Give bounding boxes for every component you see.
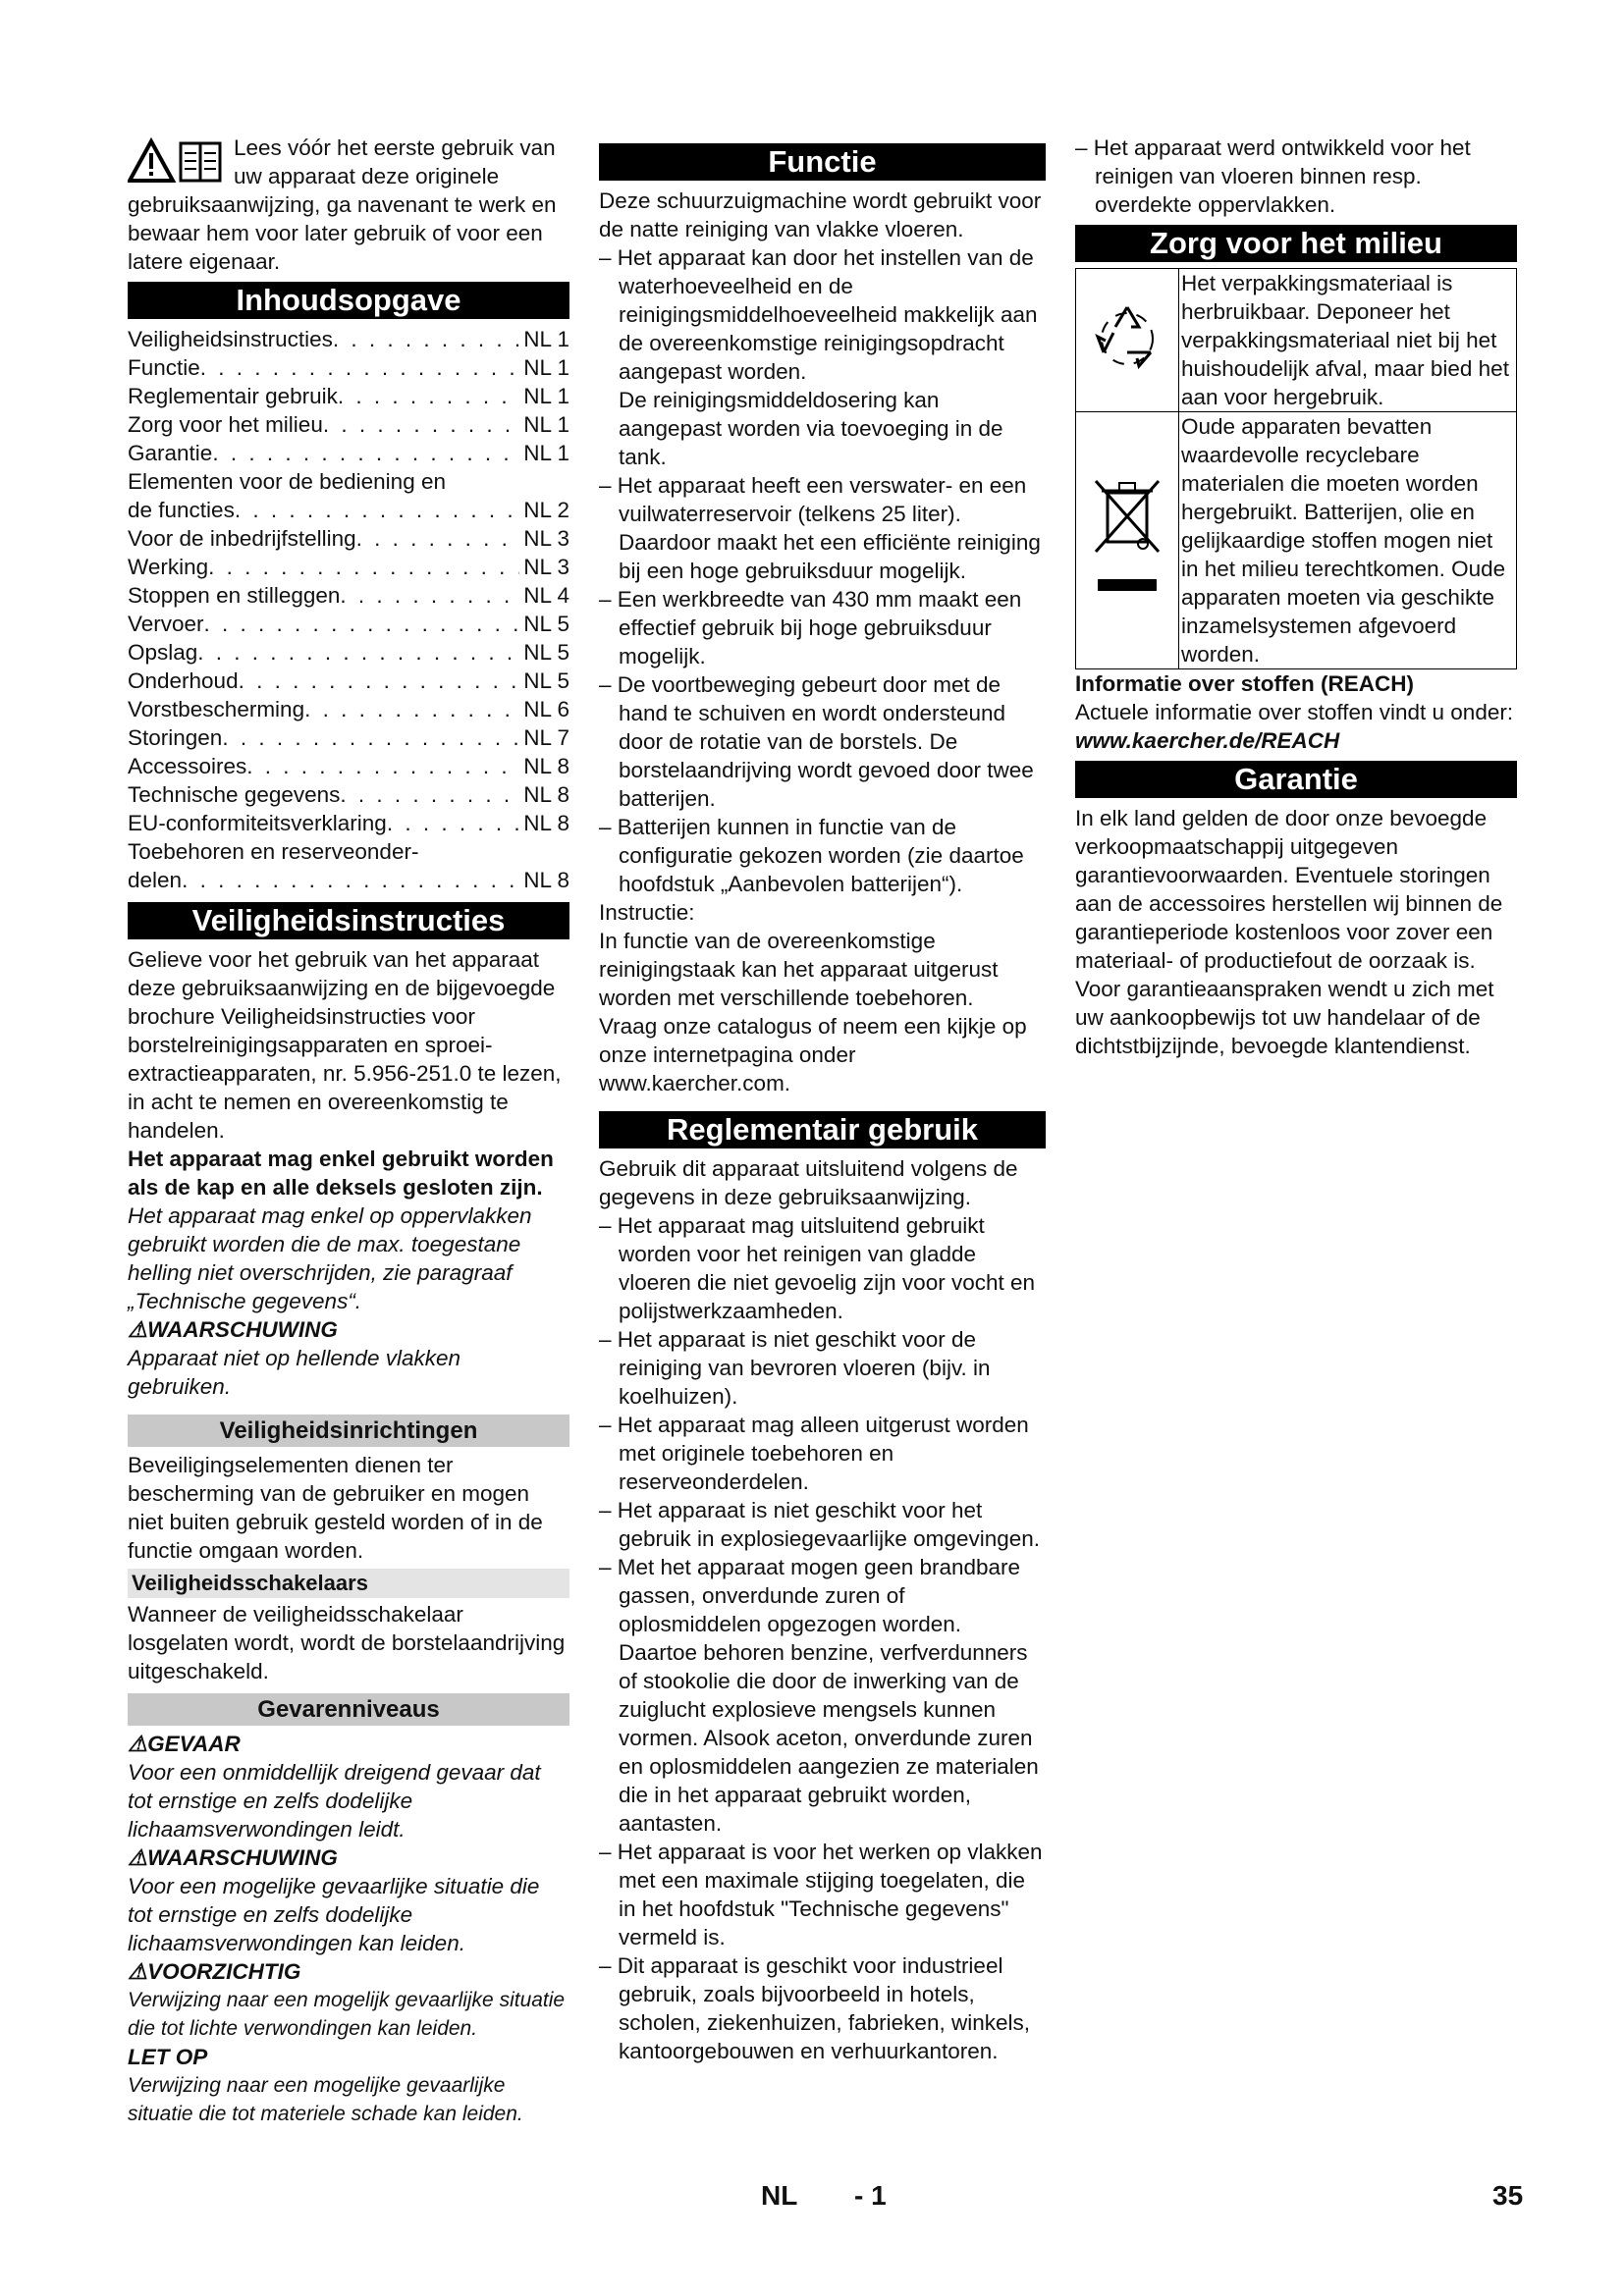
reach-link[interactable]: www.kaercher.de/REACH <box>1075 728 1340 753</box>
toc-item[interactable] <box>128 752 569 780</box>
list-item: – Dit apparaat is geschikt voor industrieel gebruik, zoals bijvoorbeeld in hotels, scholen, ziekenhuizen, fabrieken, winkels, kantoorgebouwen en verhuurkantoren. <box>599 1951 1046 2065</box>
toc-item[interactable] <box>128 496 569 524</box>
column-right <box>1075 133 1517 1060</box>
safety-warning-label: ⚠WAARSCHUWING <box>128 1317 338 1342</box>
toc-leader-dots <box>340 581 519 610</box>
danger-text: Voor een onmiddellijk dreigend gevaar dat tot ernstige en zelfs dodelijke lichaamsverwondingen leidt. <box>128 1760 541 1842</box>
safety-warning-text: Apparaat niet op hellende vlakken gebruiken. <box>128 1346 460 1399</box>
intended-intro: Gebruik dit apparaat uitsluitend volgens de gegevens in deze gebruiksaanwijzing. <box>599 1156 1018 1209</box>
toc-leader-dots <box>387 809 519 837</box>
packaging-text: Het verpakkingsmateriaal is herbruikbaar. Deponeer het verpakkingsmateriaal niet bij het huishoudelijk afval, maar bied het aan voor hergebruik. <box>1179 269 1517 412</box>
old-devices-text: Oude apparaten bevatten waardevolle recyclebare materialen die moeten worden hergebruikt. Batterijen, olie en gelijkaardige stoffen mogen niet in het milieu terechtkomen. Oude apparaten moeten via geschikte inzamelsystemen afgevoerd worden. <box>1179 412 1517 669</box>
intro-text: Lees vóór het eerste gebruik van uw apparaat deze originele gebruiksaanwijzing, ga navenant te werk en bewaar hem voor later gebruik of voor een latere eigenaar. <box>128 135 557 274</box>
intro-block <box>128 133 569 276</box>
toc-item[interactable] <box>128 410 569 439</box>
reach-text: Actuele informatie over stoffen vindt u onder: <box>1075 700 1514 724</box>
list-item: – Het apparaat werd ontwikkeld voor het reinigen van vloeren binnen resp. overdekte oppervlakken. <box>1075 133 1517 219</box>
catalog-text: Vraag onze catalogus of neem een kijkje op onze internetpagina onder www.kaercher.com. <box>599 1014 1027 1095</box>
toc-leader-dots <box>239 667 520 695</box>
toc-item-page: NL 3 <box>523 526 569 551</box>
safety-devices-heading: Veiligheidsinrichtingen <box>128 1415 569 1447</box>
toc-item[interactable] <box>128 382 569 410</box>
toc-leader-dots <box>208 553 519 581</box>
toc-item[interactable] <box>128 325 569 353</box>
warranty-text: In elk land gelden de door onze bevoegde verkoopmaatschappij uitgegeven garantievoorwaarden. Eventuele storingen aan de accessoires herstellen wij binnen de garantieperiode kostenloos voor zover een materiaal- of productiefout de oorzaak is. Voor garantieaanspraken wendt u zich met uw aankoopbewijs tot uw handelaar of de dichtstbijzijnde, bevoegde klantendienst. <box>1075 806 1503 1058</box>
list-item: – Het apparaat mag uitsluitend gebruikt worden voor het reinigen van gladde vloeren die niet gevoelig zijn voor vocht en polijstwerkzaamheden. <box>599 1211 1046 1325</box>
danger-label: ⚠GEVAAR <box>128 1732 241 1756</box>
toc-item[interactable] <box>128 809 569 837</box>
toc-item-label: Stoppen en stilleggen <box>128 583 341 608</box>
toc-item-label: Zorg voor het milieu <box>128 412 323 437</box>
toc-leader-dots <box>235 496 519 524</box>
toc-item[interactable] <box>128 667 569 695</box>
toc-item-label: Functie <box>128 355 200 380</box>
toc-item-label: Accessoires <box>128 754 247 778</box>
toc-item-label: Onderhoud <box>128 668 239 693</box>
toc-item-label: Storingen <box>128 725 223 750</box>
safety-devices-text: Beveiligingselementen dienen ter bescherming van de gebruiker en mogen niet buiten gebruik gesteld worden of in de functie omgaan worden. <box>128 1453 543 1563</box>
warning-icon: ⚠ <box>128 1959 148 1984</box>
environment-heading: Zorg voor het milieu <box>1075 225 1517 262</box>
caution-text: Verwijzing naar een mogelijk gevaarlijke situatie die tot lichte verwondingen kan leiden. <box>128 1989 566 2040</box>
toc-item[interactable] <box>128 610 569 638</box>
toc-item-label: Reglementair gebruik <box>128 384 338 408</box>
toc-item[interactable] <box>128 695 569 723</box>
toc-leader-dots <box>197 638 519 667</box>
note-label: LET OP <box>128 2045 208 2069</box>
safety-intro: Gelieve voor het gebruik van het apparaat deze gebruiksaanwijzing en de bijgevoegde brochure Veiligheidsinstructies voor borstelreinigingsapparaten en sproei-extractieapparaten, nr. 5.956-251.0 te lezen, in acht te nemen en overeenkomstig te handelen. <box>128 947 562 1143</box>
toc-leader-dots <box>204 610 520 638</box>
intended-use-heading: Reglementair gebruik <box>599 1111 1046 1148</box>
warning-icon: ⚠ <box>128 1732 148 1756</box>
warning-icon: ⚠ <box>128 1317 148 1342</box>
toc-item[interactable] <box>128 439 569 467</box>
warranty-heading: Garantie <box>1075 761 1517 798</box>
toc-item-page: NL 7 <box>523 725 569 750</box>
function-intro: Deze schuurzuigmachine wordt gebruikt voor de natte reiniging van vlakke vloeren. <box>599 188 1042 241</box>
toc-item-page: NL 8 <box>523 782 569 807</box>
toc-item[interactable] <box>128 524 569 553</box>
toc-item-page: NL 1 <box>523 441 569 465</box>
warning-label: ⚠WAARSCHUWING <box>128 1845 338 1870</box>
safety-heading: Veiligheidsinstructies <box>128 902 569 939</box>
footer-lang: NL <box>761 2180 798 2211</box>
toc-item-page: NL 5 <box>523 640 569 665</box>
toc-leader-dots <box>356 524 520 553</box>
toc-item[interactable] <box>128 723 569 752</box>
toc-item-page: NL 5 <box>523 612 569 636</box>
toc-leader-dots <box>246 752 519 780</box>
toc-item-label: de functies <box>128 498 235 522</box>
safety-switches-text: Wanneer de veiligheidsschakelaar losgelaten wordt, wordt de borstelaandrijving uitgeschakeld. <box>128 1602 566 1683</box>
toc-item[interactable] <box>128 353 569 382</box>
intended-list-continued <box>1075 133 1517 219</box>
list-item: – Het apparaat is voor het werken op vlakken met een maximale stijging toegelaten, die in het hoofdstuk "Technische gegevens" vermeld is. <box>599 1838 1046 1951</box>
toc-leader-dots <box>182 866 519 894</box>
weee-icon-cell <box>1076 412 1179 669</box>
function-heading: Functie <box>599 143 1046 181</box>
environment-table <box>1075 268 1517 669</box>
recycle-icon-cell <box>1076 269 1179 412</box>
toc-leader-dots <box>222 723 519 752</box>
list-item: – Het apparaat mag alleen uitgerust worden met originele toebehoren en reserveonderdelen. <box>599 1411 1046 1496</box>
hazard-levels-heading: Gevarenniveaus <box>128 1693 569 1726</box>
list-item: – Het apparaat kan door het instellen van de waterhoeveelheid en de reinigingsmiddelhoeveelheid makkelijk aan de overeenkomstige reinigingsopdracht aangepast worden. De reinigingsmiddeldosering kan aangepast worden via toevoeging in de tank. <box>599 243 1046 471</box>
toc-item-page: NL 8 <box>523 811 569 835</box>
list-item: – Het apparaat is niet geschikt voor het gebruik in explosiegevaarlijke omgevingen. <box>599 1496 1046 1553</box>
toc-leader-dots <box>340 780 519 809</box>
toc-item-page: NL 5 <box>523 668 569 693</box>
toc-item-label: Veiligheidsinstructies <box>128 327 333 351</box>
toc-item-page: NL 8 <box>523 868 569 892</box>
warning-book-icon <box>128 137 226 187</box>
toc-item-page: NL 3 <box>523 555 569 579</box>
toc-item[interactable] <box>128 780 569 809</box>
intended-list <box>599 1211 1046 2065</box>
toc-item-label: Voor de inbedrijfstelling <box>128 526 356 551</box>
toc-item-page: NL 1 <box>523 412 569 437</box>
toc-item-page: NL 8 <box>523 754 569 778</box>
toc-item-page: NL 1 <box>523 355 569 380</box>
warning-text: Voor een mogelijke gevaarlijke situatie die tot ernstige en zelfs dodelijke lichaamsverwondingen kan leiden. <box>128 1874 540 1955</box>
toc-item-page: NL 6 <box>523 697 569 721</box>
footer-section-page: - 1 <box>854 2180 887 2211</box>
warning-icon: ⚠ <box>128 1845 148 1870</box>
toc-leader-dots <box>304 695 519 723</box>
note-text: Verwijzing naar een mogelijke gevaarlijke situatie die tot materiele schade kan leiden. <box>128 2074 523 2125</box>
list-item: – Een werkbreedte van 430 mm maakt een effectief gebruik bij hoge gebruiksduur mogelijk. <box>599 585 1046 670</box>
toc-item-label: delen <box>128 868 183 892</box>
caution-label: ⚠VOORZICHTIG <box>128 1959 301 1984</box>
toc-item-label: Vervoer <box>128 612 204 636</box>
toc-item-label: Werking <box>128 555 209 579</box>
toc-item-label: EU-conformiteitsverklaring <box>128 811 387 835</box>
toc-item-label: Opslag <box>128 640 198 665</box>
reach-title: Informatie over stoffen (REACH) <box>1075 671 1415 696</box>
toc-item[interactable] <box>128 581 569 610</box>
instruction-label: Instructie: <box>599 900 695 925</box>
list-item: – De voortbeweging gebeurt door met de hand te schuiven en wordt ondersteund door de rotatie van de borstels. De borstelaandrijving wordt gevoed door twee batterijen. <box>599 670 1046 813</box>
toc-item[interactable] <box>128 638 569 667</box>
toc-item[interactable] <box>128 866 569 894</box>
toc-item-label: Vorstbescherming <box>128 697 305 721</box>
footer-page-number: 35 <box>1492 2180 1524 2211</box>
list-item: – Het apparaat is niet geschikt voor de reiniging van bevroren vloeren (bijv. in koelhuizen). <box>599 1325 1046 1411</box>
safety-switches-heading: Veiligheidsschakelaars <box>128 1569 569 1598</box>
toc-item-page: NL 2 <box>523 498 569 522</box>
safety-italic-note: Het apparaat mag enkel op oppervlakken gebruikt worden die de max. toegestane helling niet overschrijden, zie paragraaf „Technische gegevens“. <box>128 1203 532 1313</box>
toc-item-page: NL 1 <box>523 327 569 351</box>
toc-heading: Inhoudsopgave <box>128 282 569 319</box>
recycle-icon <box>1088 297 1166 376</box>
toc-item-label: Technische gegevens <box>128 782 341 807</box>
toc-item-page: NL 1 <box>523 384 569 408</box>
safety-bold-note: Het apparaat mag enkel gebruikt worden als de kap en alle deksels gesloten zijn. <box>128 1147 554 1200</box>
toc-item-page: NL 4 <box>523 583 569 608</box>
toc-leader-dots <box>333 325 519 353</box>
instruction-text: In functie van de overeenkomstige reinigingstaak kan het apparaat uitgerust worden met verschillende toebehoren. <box>599 929 999 1010</box>
toc-item-line[interactable]: Toebehoren en reserveonder- <box>128 839 419 864</box>
toc-item-label: Garantie <box>128 441 213 465</box>
list-item: – Met het apparaat mogen geen brandbare gassen, onverdunde zuren of oplosmiddelen opgezogen worden. Daartoe behoren benzine, verfverdunners of stookolie die door de inwerking van de zuiglucht explosieve mengsels kunnen vormen. Alsook aceton, onverdunde zuren en oplosmiddelen aangezien ze materialen die in het apparaat gebruikt worden, aantasten. <box>599 1553 1046 1838</box>
column-middle <box>599 133 1046 2065</box>
column-left <box>128 133 569 2128</box>
toc-list <box>128 325 569 894</box>
crossed-bin-icon <box>1088 473 1166 601</box>
toc-leader-dots <box>212 439 519 467</box>
toc-leader-dots <box>323 410 519 439</box>
list-item: – Batterijen kunnen in functie van de configuratie gekozen worden (zie daartoe hoofdstuk „Aanbevolen batterijen“). <box>599 813 1046 898</box>
list-item: – Het apparaat heeft een verswater- en een vuilwaterreservoir (telkens 25 liter). Daardoor maakt het een efficiënte reiniging bij een hoge gebruiksduur mogelijk. <box>599 471 1046 585</box>
toc-item[interactable] <box>128 553 569 581</box>
function-list <box>599 243 1046 898</box>
toc-leader-dots <box>200 353 520 382</box>
toc-leader-dots <box>338 382 519 410</box>
toc-item-line[interactable]: Elementen voor de bediening en <box>128 469 446 494</box>
